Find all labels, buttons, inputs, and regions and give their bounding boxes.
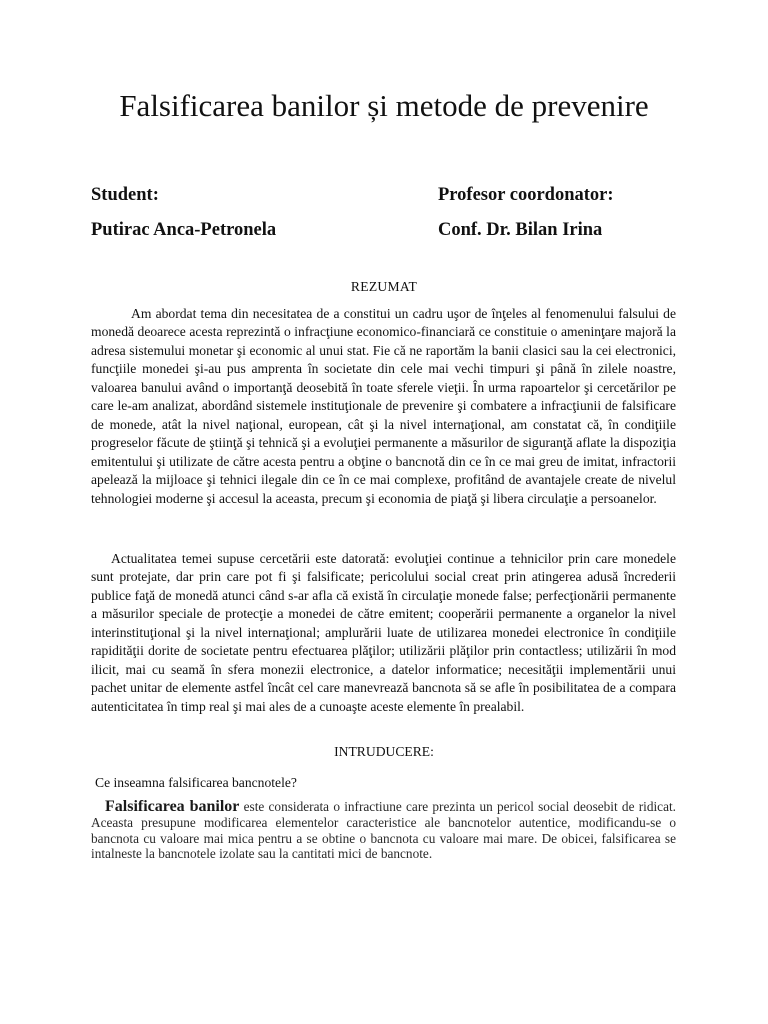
student-label: Student: xyxy=(91,185,159,205)
introduction-heading: INTRUDUCERE: xyxy=(334,744,434,759)
introduction-question: Ce inseamna falsificarea bancnotele? xyxy=(95,775,297,790)
introduction-paragraph xyxy=(91,799,676,862)
document-title: Falsificarea banilor și metode de prevenire xyxy=(119,88,649,123)
abstract-paragraph-1: Am abordat tema din necesitatea de a constitui un cadru uşor de înţeles al fenomenului falsului de monedă deoarece acesta reprezintă o infracţiune economico-financiară ce constituie o ameninţare majoră la adresa sistemului monetar şi economic al unui stat. Fie că ne raportăm la banii clasici sau la cei electronici, funcţiile monedei şi-au pus amprenta în societate din cele mai vechi timpuri şi până în zilele noastre, valoarea banului având o importanţă deosebită în toate sferele vieţii. În urma rapoartelor şi cercetărilor pe care le-am analizat, abordând sistemele instituţionale de prevenire şi combatere a infracţiunii de falsificare de monede, atât la nivel naţional, european, cât şi la nivel internaţional, am constatat că, în condiţiile progreselor făcute de ştiinţă şi tehnică şi a evoluţiei permanente a măsurilor de siguranţă aflate la dispoziţia emitentului şi utilizate de către acesta pentru a obţine o bancnotă din ce în ce mai greu de imitat, infractorii apelează la mijloace şi tehnici ilegale din ce în ce mai complexe, profitând de avantajele create de nivelul tehnologiei moderne şi accesul la aceasta, precum şi economia de piaţă şi libera circulaţie a persoanelor. xyxy=(91,306,676,506)
student-name: Putirac Anca-Petronela xyxy=(91,220,277,240)
professor-label: Profesor coordonator: xyxy=(438,185,614,205)
professor-name: Conf. Dr. Bilan Irina xyxy=(438,220,603,240)
abstract-heading: REZUMAT xyxy=(350,279,418,294)
introduction-paragraph-text: este considerata o infractiune care prezinta un pericol social deosebit de ridicat. Aceasta presupune modificarea elementelor caracteristice ale bancnotelor autentice, modificandu-se o bancnota cu valoare mai mica pentru a se obtine o bancnota cu valoare mai mare. De obicei, falsificarea se intalneste la bancnotele izolate sau la cantitati mici de bancnote. xyxy=(91,799,676,862)
abstract-paragraph-2: Actualitatea temei supuse cercetării este datorată: evoluţiei continue a tehnicilor prin care monedele sunt protejate, dar prin care pot fi şi falsificate; pericolului social creat prin atingerea adusă încrederii publice faţă de monedă atunci când s-ar afla că există în circulaţie monede false; perfecţionării permanente a măsurilor speciale de protecţie a monedei de către emitent; cooperării permanente a organelor la nivel interinstituţional şi la nivel internaţional; amplurării luate de utilizarea monedei electronice în condiţiile rapidităţii dorite de societate pentru efectuarea plăţilor; utilizării plăţilor prin contactless; utilizării în mod ilicit, mai cu seamă în sfera monezii electronice, a datelor informatice; necesităţii implementării unui pachet unitar de elemente astfel încât cel care manevrează bancnota să se afle în posibilitatea de a compara autenticitatea în timp real şi mai ales de a cunoaşte aceste elemente în prealabil. xyxy=(91,551,676,714)
lead-term: Falsificarea banilor xyxy=(105,798,240,815)
